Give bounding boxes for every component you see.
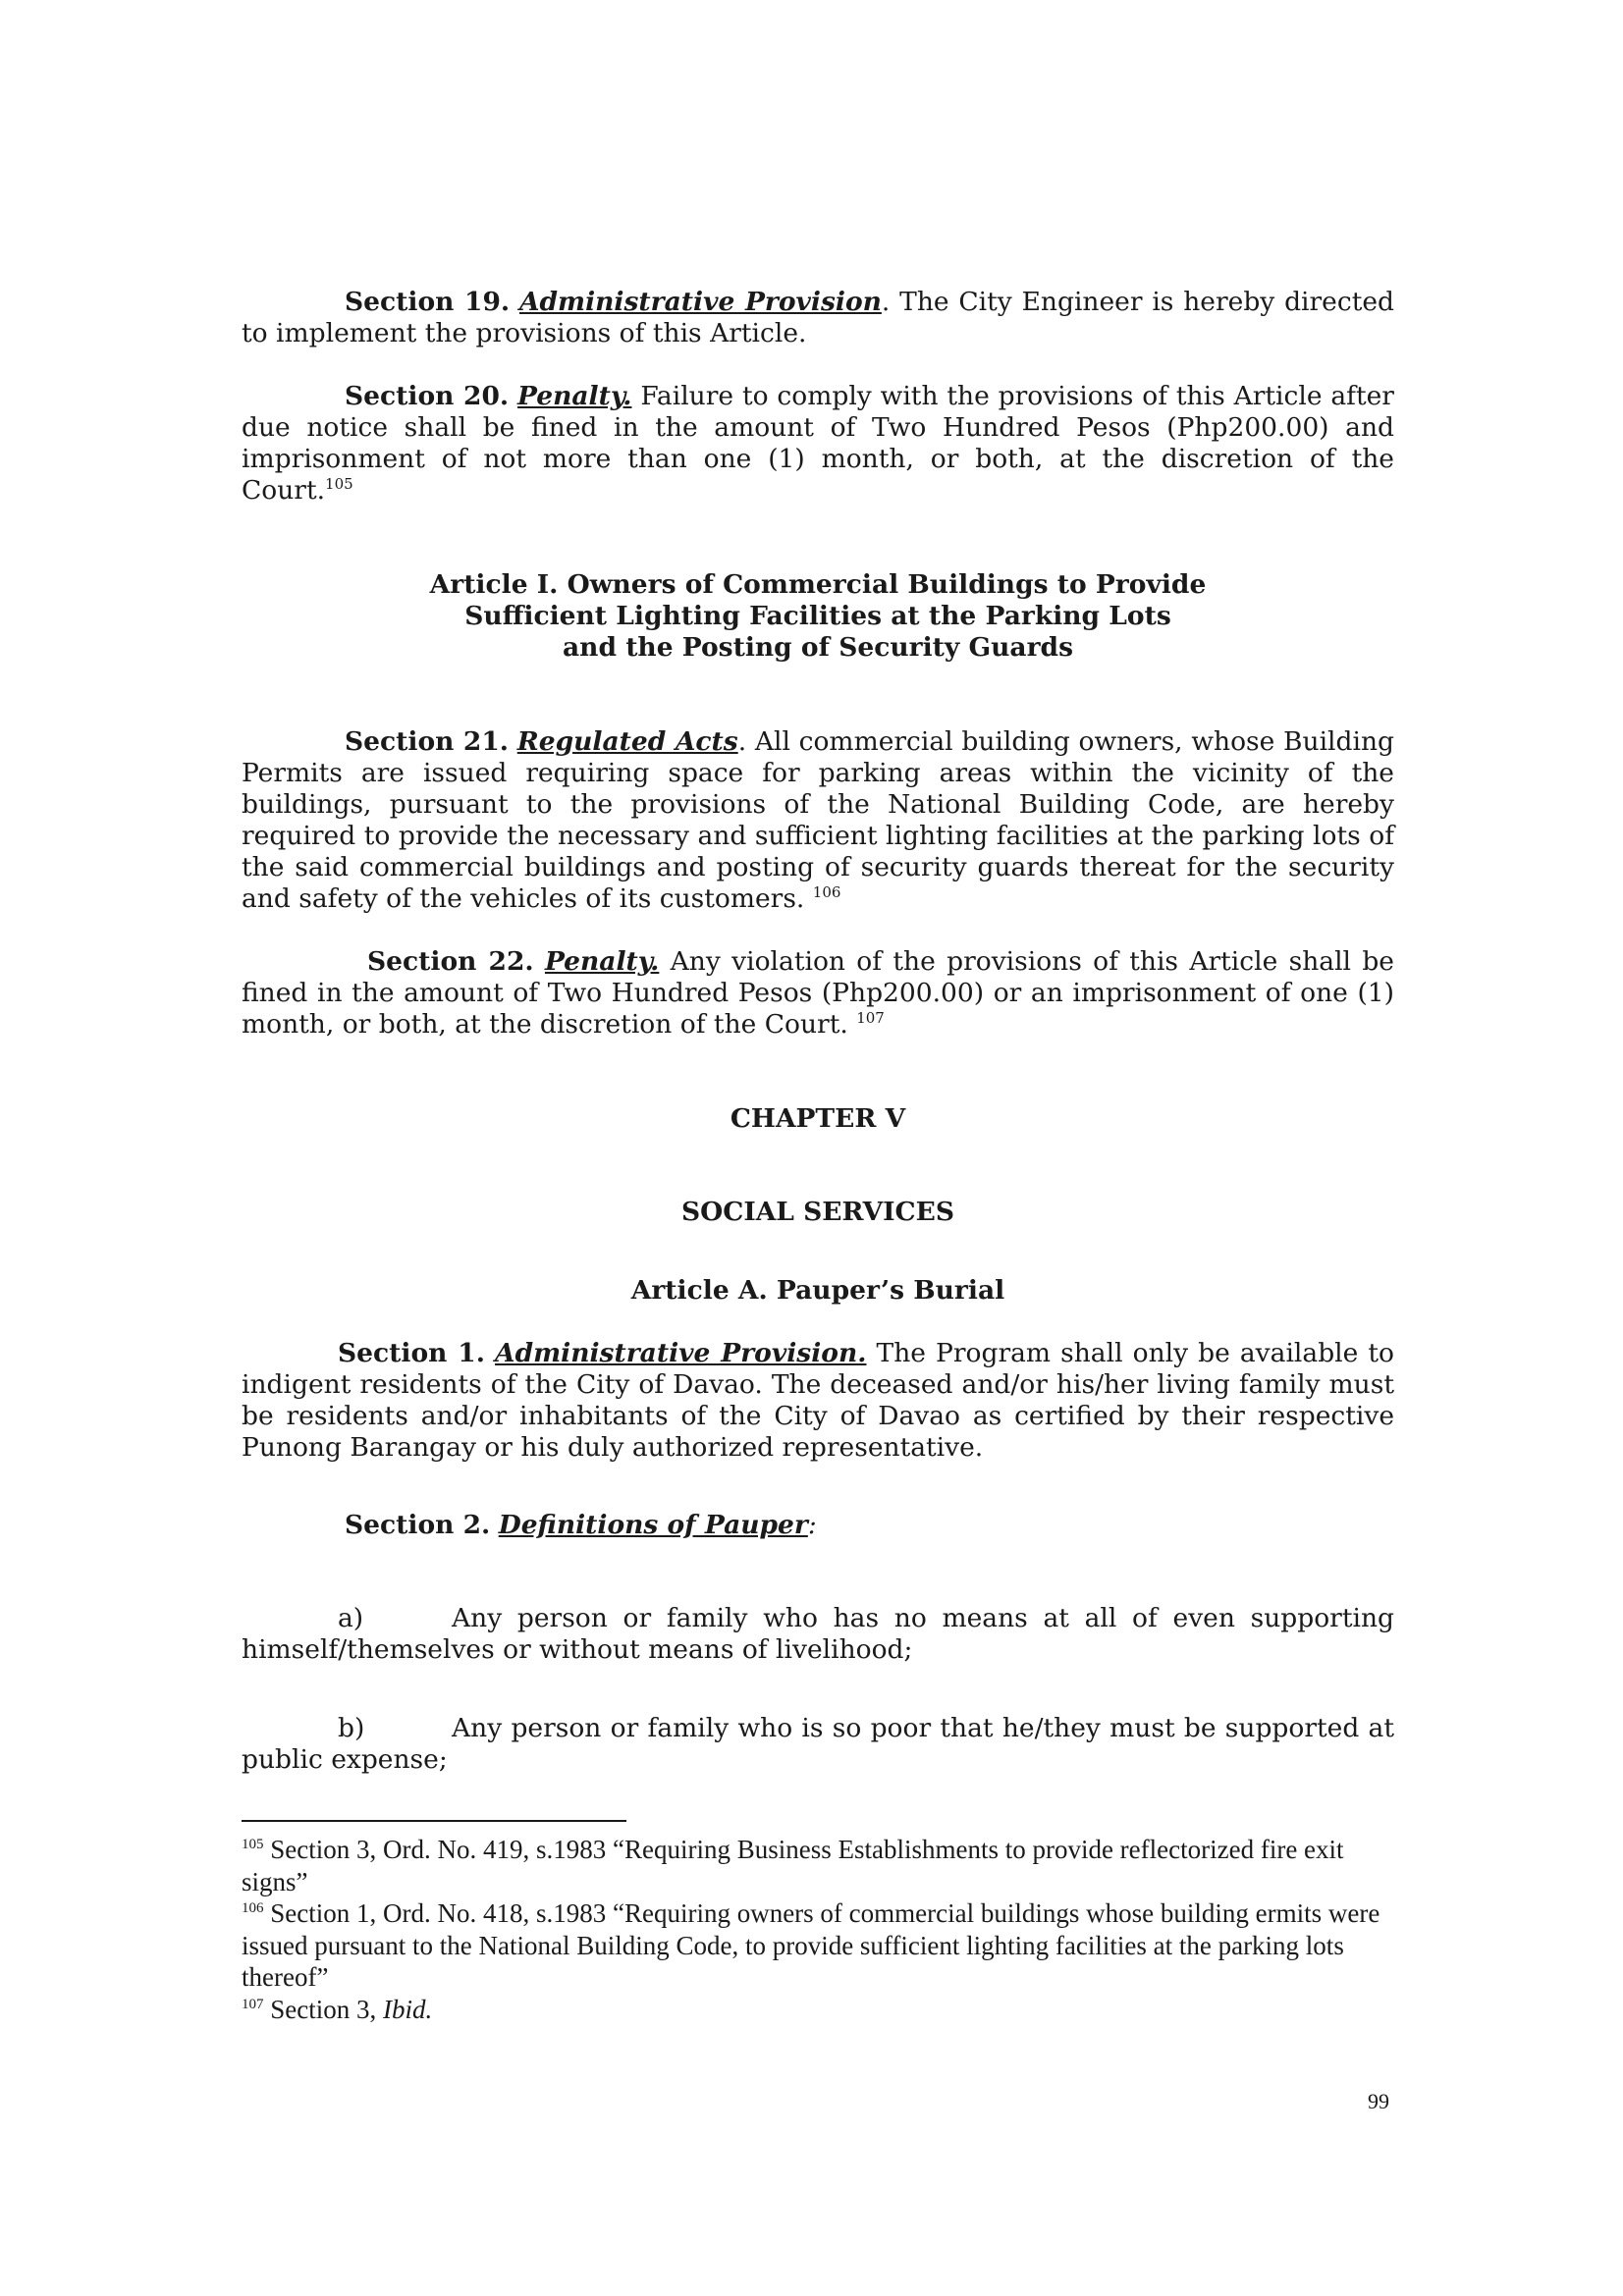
footnote-ref-106: 106: [812, 883, 841, 902]
item-a-text: Any person or family who has no means at all of even supporting himself/themselves or without means of livelihood;: [242, 1603, 1394, 1665]
definition-item-b: [242, 1713, 1394, 1776]
footnote-107: [242, 1994, 1394, 2026]
section-22-text: Any violation of the provisions of this Article shall be fined in the amount of Two Hundred Pesos (Php200.00) or an imprisonment of one (1) month, or both, at the discretion of the Court.: [242, 946, 1394, 1040]
section-20-title: Penalty.: [517, 381, 632, 411]
section-21-label: Section 21.: [345, 726, 510, 757]
section-2: [242, 1510, 1394, 1541]
item-b-text: Any person or family who is so poor that he/they must be supported at public expense;: [242, 1713, 1394, 1775]
footnote-105-number: 105: [242, 1837, 264, 1852]
section-21: [242, 726, 1394, 915]
section-22-label: Section 22.: [367, 946, 534, 977]
section-20: [242, 381, 1394, 507]
section-20-text: Failure to comply with the provisions of this Article after due notice shall be fined in the amount of Two Hundred Pesos (Php200.00) and imprisonment of not more than one (1) month, or both, at the discretion of the Court.: [242, 381, 1394, 506]
footnote-105: [242, 1834, 1394, 1897]
section-1-text: The Program shall only be available to indigent residents of the City of Davao. The deceased and/or his/her living family must be residents and/or inhabitants of the City of Davao as certified by their respective Punong Barangay or his duly authorized representative.: [242, 1338, 1394, 1463]
footnote-107-ibid: Ibid.: [383, 1994, 433, 2024]
chapter-heading: CHAPTER V: [730, 1103, 906, 1134]
item-a-marker: a): [338, 1603, 364, 1633]
section-22-title: Penalty.: [544, 946, 660, 977]
page-number: 99: [1368, 2089, 1389, 2113]
section-21-title: Regulated Acts: [516, 726, 738, 757]
article-i-line-3: and the Posting of Security Guards: [563, 632, 1073, 663]
footnote-separator: [242, 1820, 626, 1822]
article-i-line-1: Article I. Owners of Commercial Buildings to Provide: [429, 569, 1207, 600]
footnote-106-number: 106: [242, 1900, 264, 1916]
section-2-colon: :: [807, 1510, 817, 1540]
footnote-107-text: Section 3,: [263, 1994, 383, 2024]
footnote-106-text: Section 1, Ord. No. 418, s.1983 “Requiring owners of commercial buildings whose building ermits were issued pursuant to the National Building Code, to provide sufficient lighting facilities at the parking lots thereof”: [242, 1898, 1380, 1992]
chapter-title: SOCIAL SERVICES: [681, 1197, 954, 1227]
section-20-label: Section 20.: [345, 381, 510, 411]
article-i-heading: [242, 569, 1394, 664]
section-1-label: Section 1.: [338, 1338, 485, 1368]
section-2-title: Definitions of Pauper: [498, 1510, 808, 1540]
section-2-label: Section 2.: [345, 1510, 491, 1540]
item-b-marker: b): [338, 1713, 365, 1743]
footnote-107-number: 107: [242, 1996, 264, 2012]
footnote-105-text: Section 3, Ord. No. 419, s.1983 “Requiring Business Establishments to provide reflectorized fire exit signs”: [242, 1835, 1344, 1896]
section-1: [242, 1338, 1394, 1464]
document-body: [242, 287, 1394, 1776]
section-19: [242, 287, 1394, 349]
footnote-ref-107: 107: [856, 1009, 885, 1028]
article-i-line-2: Sufficient Lighting Facilities at the Parking Lots: [464, 601, 1171, 631]
section-19-label: Section 19.: [345, 287, 511, 317]
article-a-heading: Article A. Pauper’s Burial: [630, 1275, 1005, 1306]
section-19-title: Administrative Provision: [518, 287, 882, 317]
definition-item-a: [242, 1603, 1394, 1666]
section-19-text: . The City Engineer is hereby directed to implement the provisions of this Article.: [242, 287, 1394, 348]
section-1-title: Administrative Provision.: [495, 1338, 867, 1368]
footnotes: [242, 1834, 1394, 2025]
section-22: [242, 946, 1394, 1041]
footnote-106: [242, 1897, 1394, 1994]
footnote-ref-105: 105: [325, 475, 353, 494]
section-21-text: . All commercial building owners, whose Building Permits are issued requiring space for parking areas within the vicinity of the buildings, pursuant to the provisions of the National Building Code, are hereby required to provide the necessary and sufficient lighting facilities at the parking lots of the said commercial buildings and posting of security guards thereat for the security and safety of the vehicles of its customers.: [242, 726, 1394, 914]
